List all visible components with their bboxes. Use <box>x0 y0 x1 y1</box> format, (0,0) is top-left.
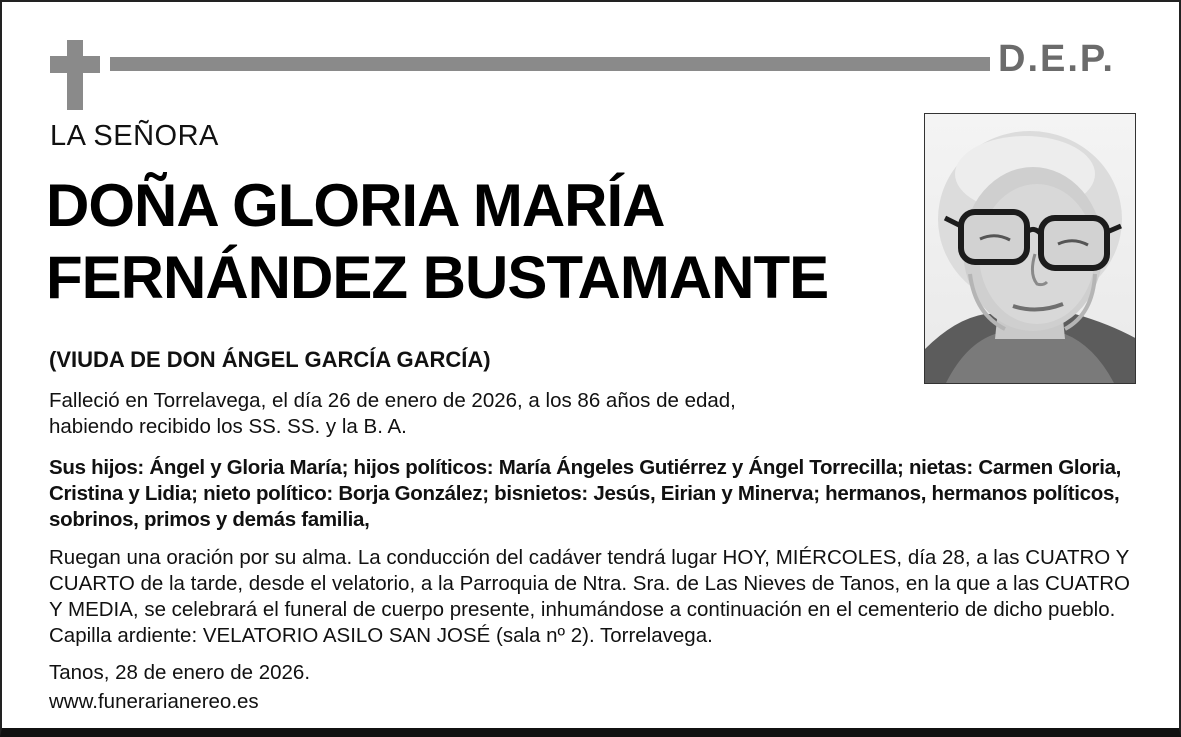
website-link[interactable]: www.funerarianereo.es <box>49 690 259 713</box>
place-date: Tanos, 28 de enero de 2026. <box>49 661 311 684</box>
death-line-2: habiendo recibido los SS. SS. y la B. A. <box>49 415 407 438</box>
widow-of-line: (VIUDA DE DON ÁNGEL GARCÍA GARCÍA) <box>49 347 491 372</box>
name-line-1: DOÑA GLORIA MARÍA <box>46 172 665 239</box>
salutation: LA SEÑORA <box>50 120 219 152</box>
cross-icon <box>50 40 100 110</box>
funeral-details: Ruegan una oración por su alma. La conducción del cadáver tendrá lugar HOY, MIÉRCOLES, día 28, a las CUATRO Y CUARTO de la tarde, desde el velatorio, a la Parroquia de Ntra. Sra. de Las Nieves de Tanos, en la que a las CUATRO Y MEDIA, se celebrará el funeral de cuerpo presente, inhumándose a continuación en el cementerio de dicho pueblo. Capilla ardiente: VELATORIO ASILO SAN JOSÉ (sala nº 2). Torrelavega. <box>49 546 1130 647</box>
death-line-1: Falleció en Torrelavega, el día 26 de enero de 2026, a los 86 años de edad, <box>49 389 736 412</box>
deceased-name <box>46 170 828 314</box>
portrait-illustration <box>925 114 1136 384</box>
death-statement <box>49 388 1139 440</box>
name-line-2: FERNÁNDEZ BUSTAMANTE <box>46 244 829 311</box>
portrait-photo <box>924 113 1136 384</box>
family-list: Sus hijos: Ángel y Gloria María; hijos políticos: María Ángeles Gutiérrez y Ángel Torrecilla; nietas: Carmen Gloria, Cristina y Lidia; nieto político: Borja González; bisnietos: Jesús, Eirian y Minerva; hermanos, hermanos políticos, sobrinos, primos y demás familia, <box>49 456 1122 531</box>
dep-label: D.E.P. <box>998 38 1115 80</box>
header-rule <box>110 57 990 71</box>
